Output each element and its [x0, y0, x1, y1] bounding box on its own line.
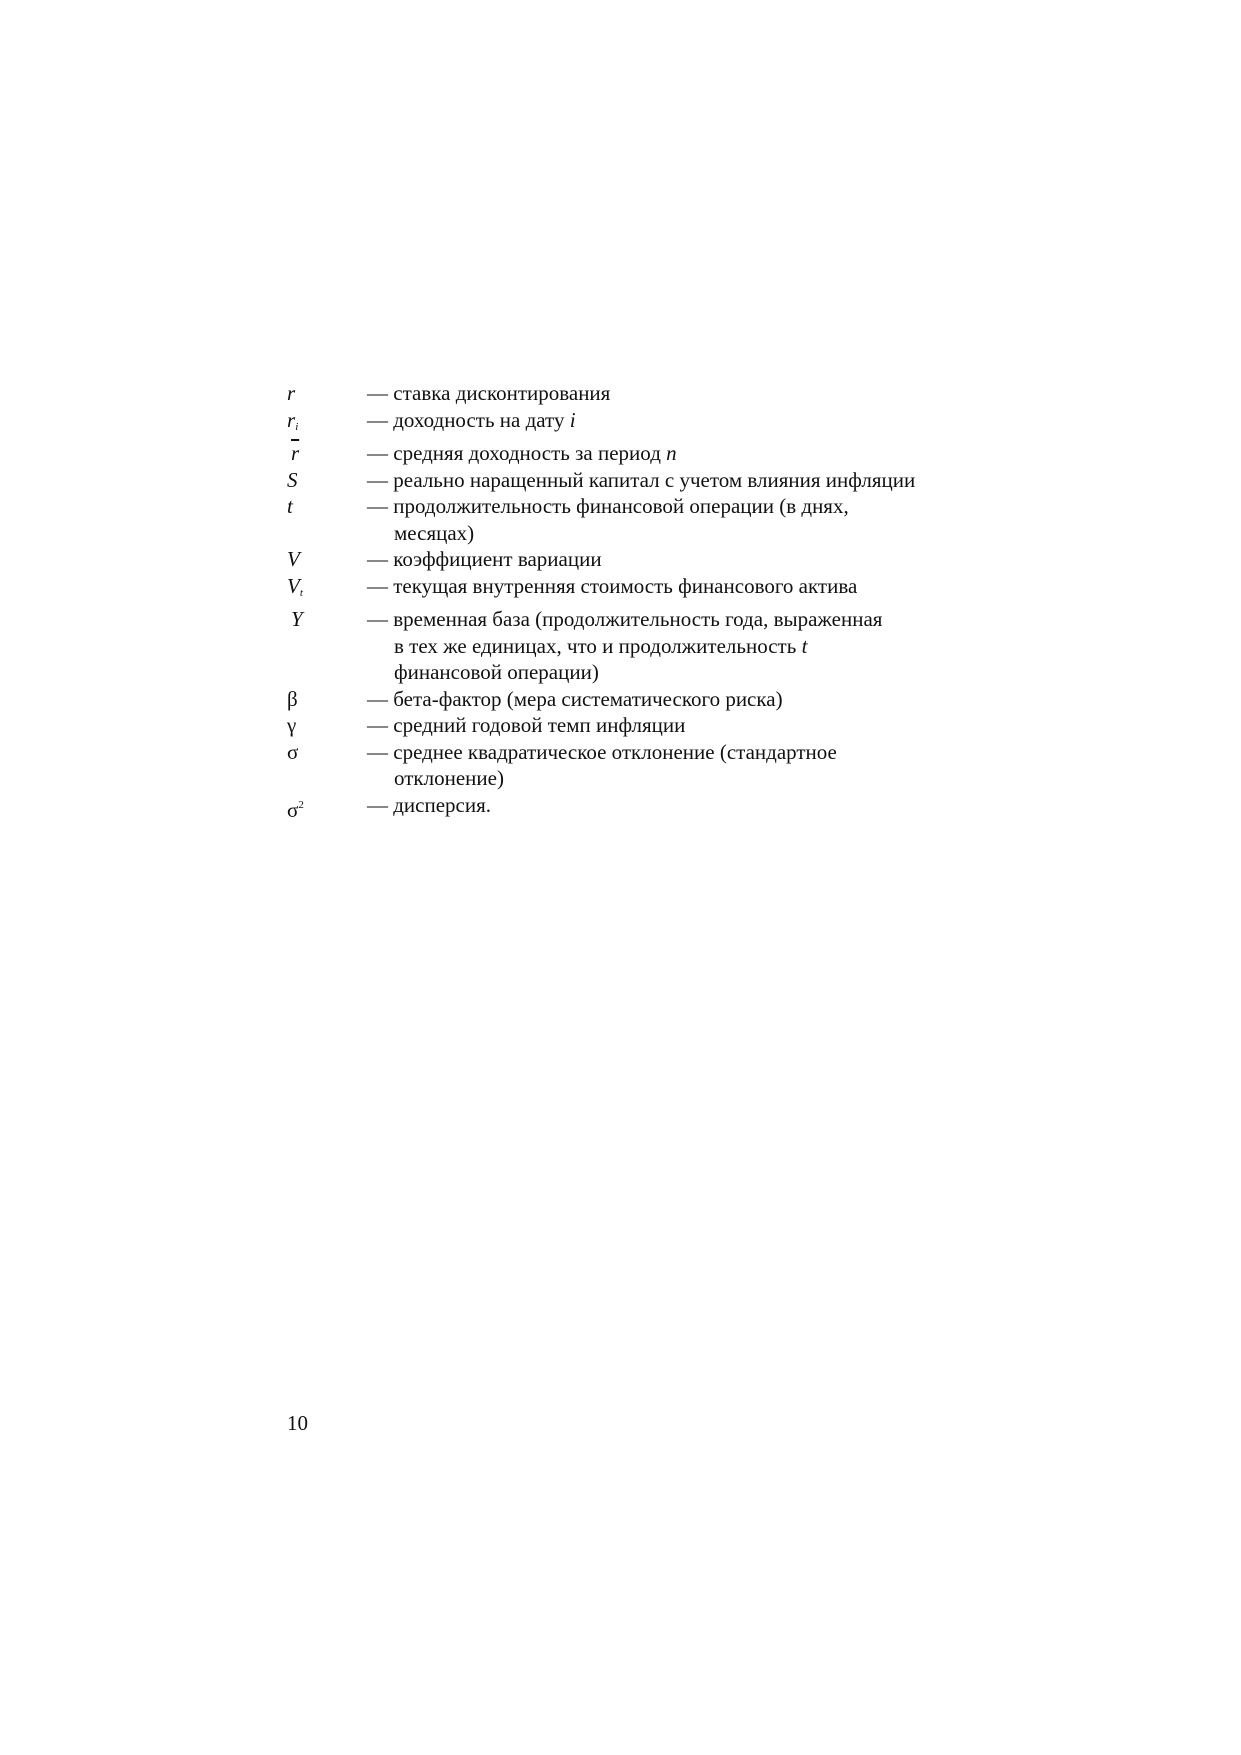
symbol-description: — реально наращенный капитал с учетом влияния инфляции — [367, 467, 916, 492]
symbol-description: — временная база (продолжительность года, выраженная в тех же единицах, что и продолжительность t финансовой операции) — [367, 607, 883, 684]
symbol-row-s — [287, 467, 987, 494]
symbol-description: — доходность на дату i — [367, 407, 576, 432]
symbol: r — [287, 381, 296, 405]
symbol-description: — дисперсия. — [367, 792, 492, 817]
symbol: $\overline{r}$ — [291, 441, 300, 465]
symbol-row-beta — [287, 686, 987, 713]
page-number: 10 — [287, 1411, 308, 1435]
symbol-description: — коэффициент вариации — [367, 547, 602, 571]
symbol: $V_t$ — [287, 573, 303, 599]
symbol-row-r-bar — [287, 440, 987, 467]
symbol: σ — [287, 739, 299, 764]
symbol-description: — средний годовой темп инфляции — [367, 713, 686, 737]
symbol-row-v — [287, 546, 987, 573]
symbol: γ — [287, 713, 297, 737]
symbol: β — [287, 686, 298, 711]
symbol-row-v-t — [287, 573, 987, 607]
symbol: V — [287, 547, 300, 571]
symbol-description: — продолжительность финансовой операции (в днях, месяцах) — [367, 494, 849, 545]
symbol: $r_i$ — [287, 407, 299, 433]
symbol-description: — бета-фактор (мера систематического риска) — [367, 686, 783, 711]
symbol-description: — ставка дисконтирования — [367, 381, 611, 405]
symbol-row-r — [287, 380, 987, 407]
symbol-row-t — [287, 493, 987, 546]
symbol-row-r-i — [287, 407, 987, 441]
symbol: Y — [291, 607, 303, 631]
symbol: $\sigma^2$ — [287, 797, 304, 822]
symbol-description: — средняя доходность за период n — [367, 441, 677, 465]
symbol-description: — текущая внутренняя стоимость финансового актива — [367, 573, 858, 598]
symbol: t — [287, 494, 293, 518]
symbol-row-sigma — [287, 739, 987, 792]
symbol: S — [287, 467, 298, 492]
symbol-row-sigma-squared — [287, 792, 987, 824]
symbol-row-gamma — [287, 712, 987, 739]
symbol-list — [287, 380, 987, 823]
symbol-description: — среднее квадратическое отклонение (стандартное отклонение) — [367, 739, 837, 790]
symbol-row-y — [287, 606, 987, 686]
